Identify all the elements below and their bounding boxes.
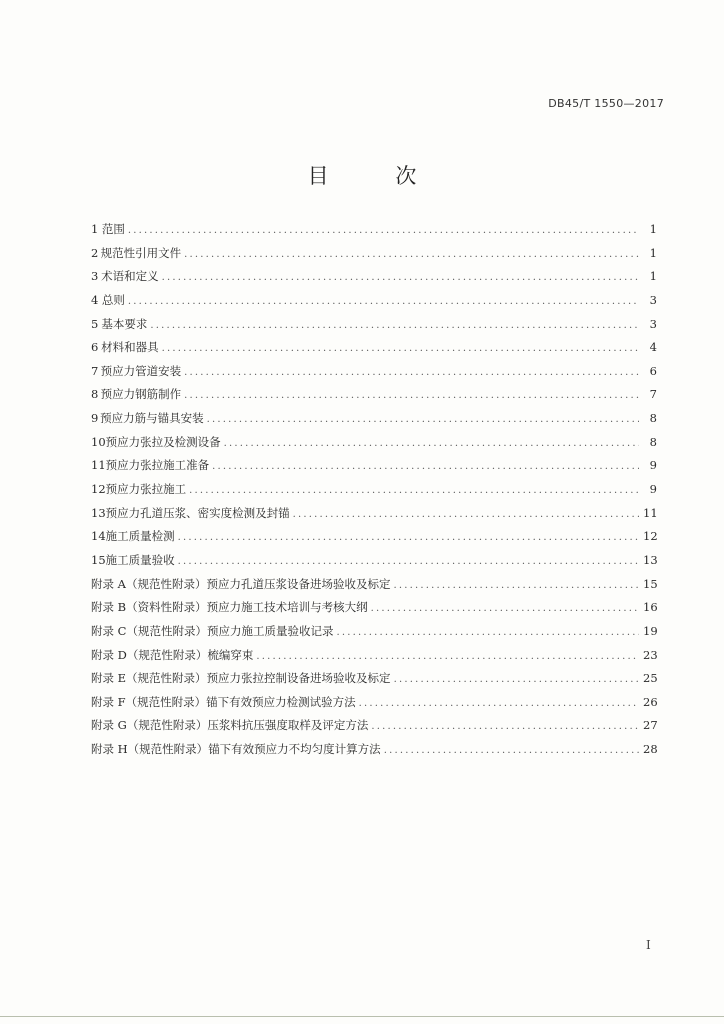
bottom-edge-line xyxy=(0,1016,724,1017)
toc-leader-dots xyxy=(212,461,639,472)
toc-leader-dots xyxy=(178,556,639,567)
toc-entry-number: 15 xyxy=(91,552,106,567)
toc-entry-page: 9 xyxy=(649,458,657,473)
standard-code: DB45/T 1550—2017 xyxy=(548,97,664,110)
toc-entry-number: 附录 G（规范性附录） xyxy=(91,718,208,733)
toc-entry-page: 13 xyxy=(643,552,658,567)
toc-entry-number: 附录 E（规范性附录） xyxy=(91,671,207,686)
toc-entry-number: 2 xyxy=(91,245,99,260)
page-number: I xyxy=(646,938,651,952)
toc-entry-number: 附录 H（规范性附录） xyxy=(91,742,209,757)
toc-entry[interactable] xyxy=(91,528,657,552)
toc-leader-dots xyxy=(128,225,639,236)
toc-leader-dots xyxy=(128,296,639,307)
toc-entry-title: 预应力施工技术培训与考核大纲 xyxy=(206,600,368,615)
toc-entry-page: 11 xyxy=(643,505,658,520)
toc-entry-number: 8 xyxy=(91,387,99,402)
toc-entry-page: 15 xyxy=(643,576,658,591)
toc-entry-page: 12 xyxy=(643,529,658,544)
toc-entry[interactable] xyxy=(91,741,657,765)
toc-entry-title: 材料和器具 xyxy=(101,340,159,355)
toc-entry-page: 7 xyxy=(649,387,657,402)
toc-entry-number: 1 xyxy=(91,222,99,236)
toc-entry-number: 5 xyxy=(91,316,99,331)
toc-entry[interactable] xyxy=(91,670,657,694)
toc-entry[interactable] xyxy=(91,717,657,741)
toc-entry-page: 9 xyxy=(649,482,657,497)
toc-entry-page: 8 xyxy=(649,411,657,426)
toc-leader-dots xyxy=(184,367,639,378)
toc-entry-page: 28 xyxy=(643,742,658,757)
toc-entry-page: 25 xyxy=(643,671,658,686)
toc-entry-title: 预应力张拉施工 xyxy=(105,482,187,497)
toc-entry-number: 3 xyxy=(91,269,99,284)
toc-entry-number: 附录 A（规范性附录） xyxy=(91,576,207,591)
toc-entry-title: 预应力孔道压浆设备进场验收及标定 xyxy=(206,576,391,591)
toc-entry-number: 4 xyxy=(91,292,99,307)
toc-leader-dots xyxy=(162,272,639,283)
toc-entry-number: 6 xyxy=(91,340,99,355)
toc-entry-title: 预应力张拉及检测设备 xyxy=(105,434,221,449)
toc-entry[interactable] xyxy=(91,339,657,363)
toc-entry-page: 27 xyxy=(643,718,658,733)
toc-entry[interactable] xyxy=(91,268,657,292)
toc-leader-dots xyxy=(293,509,639,520)
toc-entry-number: 11 xyxy=(91,458,106,473)
toc-entry-page: 1 xyxy=(649,269,657,284)
toc-leader-dots xyxy=(224,438,639,449)
toc-entry-title: 总则 xyxy=(101,292,125,307)
toc-entry-title: 预应力张拉施工准备 xyxy=(105,458,210,473)
toc-leader-dots xyxy=(189,485,639,496)
toc-entry-page: 6 xyxy=(649,363,657,378)
toc-entry-page: 19 xyxy=(643,623,658,638)
toc-entry-title: 术语和定义 xyxy=(101,269,159,284)
toc-entry-title: 施工质量验收 xyxy=(105,552,175,567)
toc-entry[interactable] xyxy=(91,386,657,410)
toc-entry[interactable] xyxy=(91,505,657,529)
toc-entry[interactable] xyxy=(91,623,657,647)
toc-entry-number: 14 xyxy=(91,529,106,544)
toc-entry-number: 附录 D（规范性附录） xyxy=(91,647,208,662)
toc-entry-title: 梳编穿束 xyxy=(207,647,254,662)
toc-entry-title: 预应力张拉控制设备进场验收及标定 xyxy=(206,671,391,686)
toc-entry-page: 1 xyxy=(649,222,657,236)
toc-leader-dots xyxy=(393,580,639,591)
toc-entry-title: 范围 xyxy=(101,222,125,236)
toc-entry-number: 13 xyxy=(91,505,106,520)
toc-entry-title: 预应力施工质量验收记录 xyxy=(206,623,334,638)
toc-entry[interactable] xyxy=(91,576,657,600)
page-title: 目 次 xyxy=(307,164,447,188)
toc-leader-dots xyxy=(150,320,639,331)
toc-entry-number: 9 xyxy=(91,411,99,426)
table-of-contents xyxy=(91,221,657,765)
toc-leader-dots xyxy=(371,603,639,614)
toc-entry[interactable] xyxy=(91,316,657,340)
toc-entry-number: 12 xyxy=(91,482,106,497)
toc-entry-page: 1 xyxy=(649,245,657,260)
toc-entry[interactable] xyxy=(91,363,657,387)
toc-entry-number: 7 xyxy=(91,363,99,378)
toc-entry[interactable] xyxy=(91,245,657,269)
toc-leader-dots xyxy=(184,249,639,260)
toc-leader-dots xyxy=(207,414,639,425)
toc-entry-page: 3 xyxy=(649,316,657,331)
toc-entry-title: 规范性引用文件 xyxy=(100,245,182,260)
toc-entry[interactable] xyxy=(91,694,657,718)
toc-entry-number: 10 xyxy=(91,434,106,449)
toc-leader-dots xyxy=(178,532,639,543)
toc-leader-dots xyxy=(184,390,639,401)
toc-entry[interactable] xyxy=(91,410,657,434)
toc-entry-number: 附录 B（资料性附录） xyxy=(91,600,207,615)
toc-leader-dots xyxy=(359,698,639,709)
toc-entry-page: 16 xyxy=(643,600,658,615)
toc-leader-dots xyxy=(162,343,639,354)
toc-leader-dots xyxy=(371,721,639,732)
toc-entry[interactable] xyxy=(91,552,657,576)
toc-entry-title: 锚下有效预应力不均匀度计算方法 xyxy=(208,742,381,757)
toc-entry-title: 施工质量检测 xyxy=(105,529,175,544)
toc-leader-dots xyxy=(336,627,639,638)
toc-entry[interactable] xyxy=(91,481,657,505)
toc-entry-page: 3 xyxy=(649,292,657,307)
toc-leader-dots xyxy=(394,674,639,685)
toc-entry[interactable] xyxy=(91,457,657,481)
toc-entry-title: 基本要求 xyxy=(101,316,148,331)
toc-entry-page: 4 xyxy=(649,340,657,355)
toc-entry-title: 预应力筋与锚具安装 xyxy=(100,411,204,426)
toc-entry-page: 8 xyxy=(649,434,657,449)
toc-entry[interactable] xyxy=(91,599,657,623)
toc-entry-number: 附录 C（规范性附录） xyxy=(91,623,207,638)
toc-entry-page: 26 xyxy=(643,694,658,709)
toc-entry[interactable] xyxy=(91,221,657,245)
toc-entry-title: 压浆料抗压强度取样及评定方法 xyxy=(207,718,369,733)
toc-entry-title: 预应力钢筋制作 xyxy=(100,387,182,402)
toc-leader-dots xyxy=(384,745,639,756)
toc-entry-number: 附录 F（规范性附录） xyxy=(91,694,207,709)
toc-entry-page: 23 xyxy=(643,647,658,662)
toc-entry[interactable] xyxy=(91,434,657,458)
toc-entry-title: 预应力管道安装 xyxy=(100,363,182,378)
toc-entry-title: 锚下有效预应力检测试验方法 xyxy=(206,694,356,709)
toc-entry[interactable] xyxy=(91,647,657,671)
toc-entry-title: 预应力孔道压浆、密实度检测及封锚 xyxy=(105,505,290,520)
toc-leader-dots xyxy=(256,651,639,662)
toc-entry[interactable] xyxy=(91,292,657,316)
